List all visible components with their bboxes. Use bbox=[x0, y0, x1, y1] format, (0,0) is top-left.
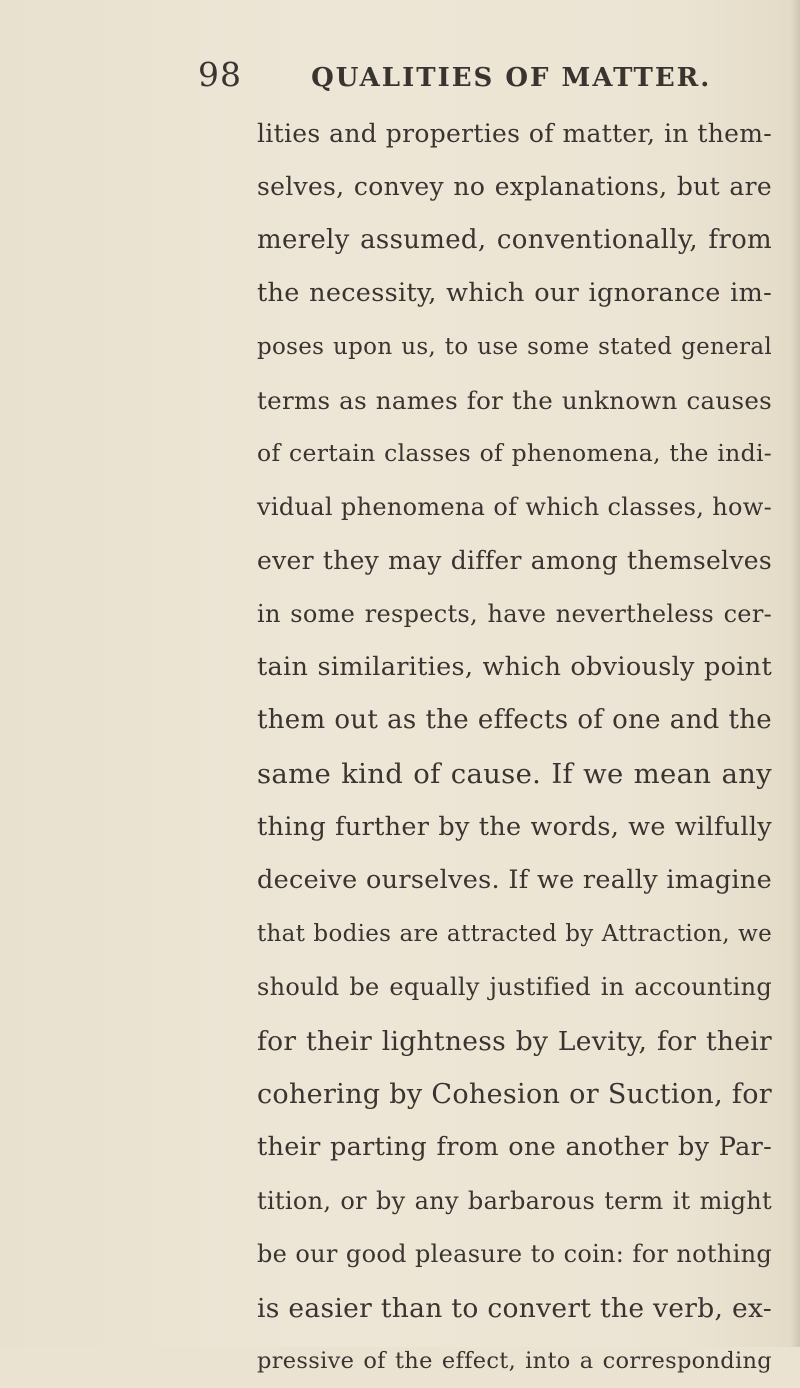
text-line: ever they may differ among themselves bbox=[257, 546, 772, 576]
body-text bbox=[257, 107, 772, 1388]
text-line: deceive ourselves. If we really imagine bbox=[257, 865, 772, 896]
page-number: 98 bbox=[198, 55, 242, 94]
text-line: merely assumed, conventionally, from bbox=[257, 224, 772, 255]
page-edge-shadow bbox=[790, 0, 800, 1347]
text-line: poses upon us, to use some stated general bbox=[257, 333, 772, 360]
text-line: terms as names for the unknown causes bbox=[257, 385, 772, 415]
text-line: for their lightness by Levity, for their bbox=[257, 1025, 772, 1057]
text-line: cohering by Cohesion or Suction, for bbox=[257, 1079, 772, 1111]
text-line: that bodies are attracted by Attraction, we bbox=[257, 920, 772, 947]
text-line: of certain classes of phenomena, the indi- bbox=[257, 439, 772, 468]
page-header bbox=[198, 50, 711, 100]
text-line: tition, or by any barbarous term it might bbox=[257, 1186, 772, 1215]
text-line: in some respects, have nevertheless cer- bbox=[257, 599, 772, 628]
text-line: vidual phenomena of which classes, how- bbox=[257, 492, 772, 521]
text-line: be our good pleasure to coin: for nothing bbox=[257, 1240, 772, 1269]
text-line: their parting from one another by Par- bbox=[257, 1132, 772, 1163]
text-line: same kind of cause. If we mean any bbox=[257, 757, 772, 790]
text-line: selves, convey no explanations, but are bbox=[257, 172, 772, 202]
text-line: lities and properties of matter, in them- bbox=[257, 119, 772, 148]
text-line: tain similarities, which obviously point bbox=[257, 651, 772, 682]
text-line: them out as the effects of one and the bbox=[257, 705, 772, 736]
text-line: thing further by the words, we wilfully bbox=[257, 812, 772, 843]
running-head: QUALITIES OF MATTER. bbox=[311, 63, 712, 93]
text-line: pressive of the effect, into a corresponding bbox=[257, 1347, 772, 1374]
text-line: the necessity, which our ignorance im- bbox=[257, 278, 772, 309]
text-line: should be equally justified in accounting bbox=[257, 973, 772, 1002]
text-line: is easier than to convert the verb, ex- bbox=[257, 1292, 772, 1324]
